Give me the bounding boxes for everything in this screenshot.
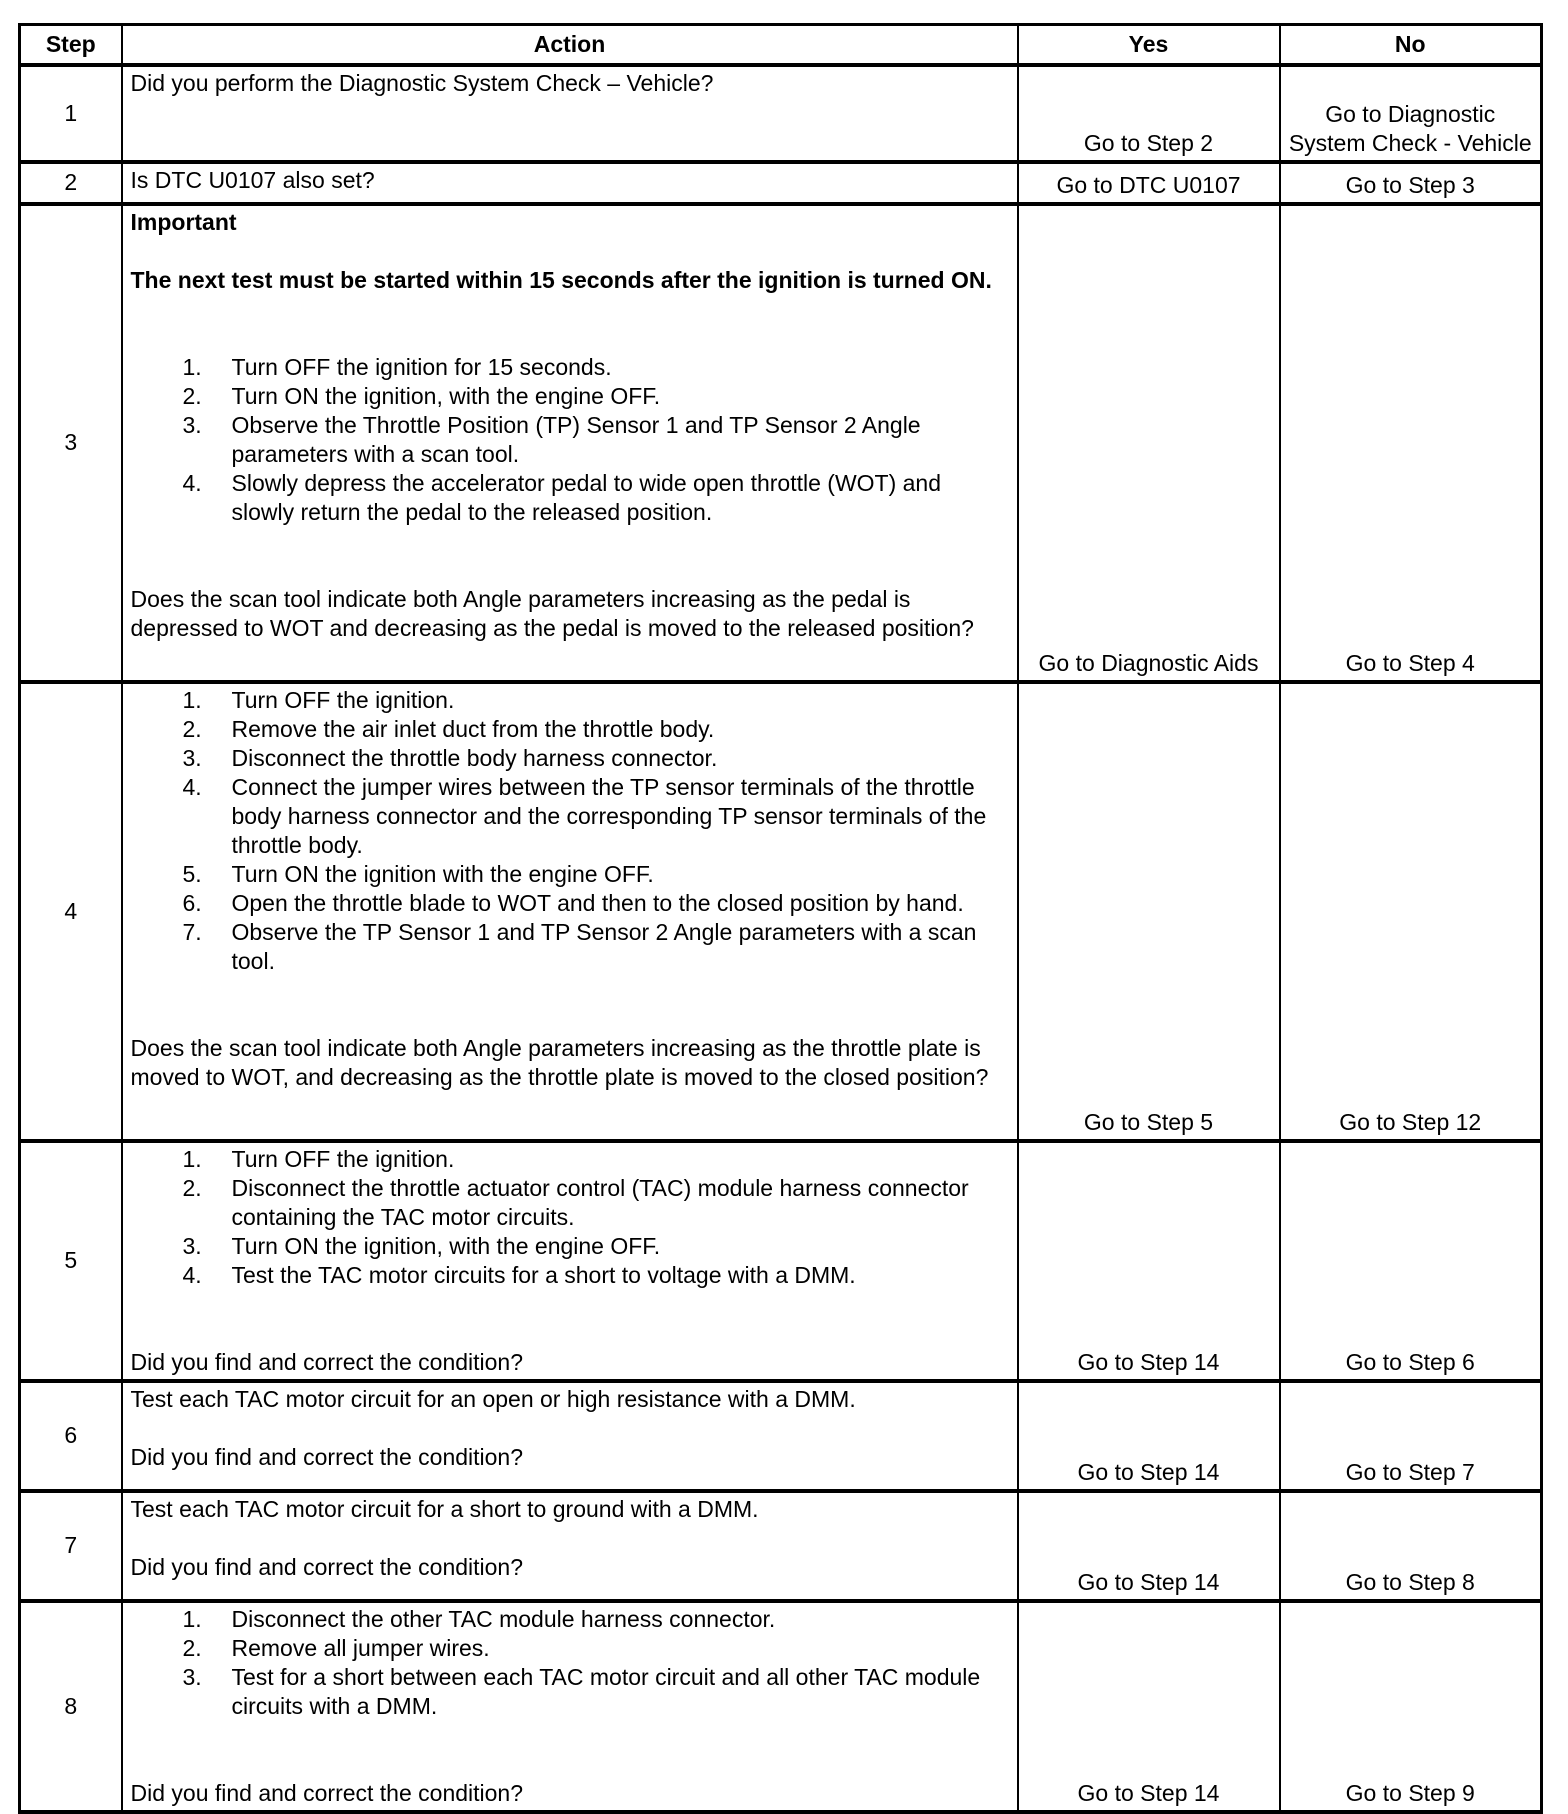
action-question: Did you find and correct the condition? — [130, 1779, 524, 1806]
header-action: Action — [122, 25, 1018, 65]
yes-result: Go to Diagnostic Aids — [1018, 204, 1280, 682]
header-yes: Yes — [1018, 25, 1280, 65]
action-text: Test each TAC motor circuit for an open or high resistance with a DMM. — [130, 1385, 856, 1412]
procedure-item: 5. Turn ON the ignition with the engine OFF. — [182, 860, 654, 887]
procedure-list — [131, 686, 1009, 976]
step-number: 7 — [20, 1491, 122, 1601]
no-result: Go to Step 8 — [1280, 1491, 1542, 1601]
procedure-item: 3. Disconnect the throttle body harness connector. — [182, 744, 718, 771]
header-row — [20, 25, 1542, 65]
step-row-7 — [20, 1491, 1542, 1601]
yes-result: Go to DTC U0107 — [1018, 162, 1280, 204]
procedure-item: 2. Turn ON the ignition, with the engine OFF. — [182, 382, 661, 409]
diagnostic-table — [18, 23, 1543, 1814]
step-number: 4 — [20, 682, 122, 1141]
step-number: 1 — [20, 65, 122, 162]
procedure-item: 1. Turn OFF the ignition. — [182, 686, 455, 713]
action-question: Did you find and correct the condition? — [130, 1443, 524, 1470]
procedure-item: 4. Test the TAC motor circuits for a short to voltage with a DMM. — [182, 1261, 856, 1288]
procedure-item: 4. Slowly depress the accelerator pedal to wide open throttle (WOT) and slowly return the pedal to the released position. — [182, 469, 942, 525]
yes-result: Go to Step 14 — [1018, 1601, 1280, 1812]
step-number: 3 — [20, 204, 122, 682]
step-row-2 — [20, 162, 1542, 204]
header-no: No — [1280, 25, 1542, 65]
action-cell — [122, 1491, 1018, 1601]
procedure-item: 3. Observe the Throttle Position (TP) Sensor 1 and TP Sensor 2 Angle parameters with a scan tool. — [182, 411, 921, 467]
action-question: Did you find and correct the condition? — [130, 1553, 524, 1580]
procedure-item: 7. Observe the TP Sensor 1 and TP Sensor 2 Angle parameters with a scan tool. — [182, 918, 977, 974]
procedure-item: 3. Turn ON the ignition, with the engine OFF. — [182, 1232, 661, 1259]
action-cell — [122, 162, 1018, 204]
step-row-6 — [20, 1381, 1542, 1491]
no-result: Go to Step 4 — [1280, 204, 1542, 682]
action-cell — [122, 1601, 1018, 1812]
action-cell — [122, 1141, 1018, 1381]
procedure-item: 4. Connect the jumper wires between the TP sensor terminals of the throttle body harness connector and the corresponding TP sensor terminals of the throttle body. — [182, 773, 987, 858]
procedure-list — [131, 1145, 1009, 1290]
procedure-item: 2. Remove all jumper wires. — [182, 1634, 490, 1661]
step-row-8 — [20, 1601, 1542, 1812]
no-result: Go to Diagnostic System Check - Vehicle — [1280, 65, 1542, 162]
step-row-1 — [20, 65, 1542, 162]
action-cell — [122, 65, 1018, 162]
step-row-5 — [20, 1141, 1542, 1381]
yes-result: Go to Step 14 — [1018, 1491, 1280, 1601]
step-row-4 — [20, 682, 1542, 1141]
procedure-item: 3. Test for a short between each TAC motor circuit and all other TAC module circuits with a DMM. — [182, 1663, 981, 1719]
procedure-item: 1. Disconnect the other TAC module harness connector. — [182, 1605, 776, 1632]
action-text: Test each TAC motor circuit for a short to ground with a DMM. — [130, 1495, 759, 1522]
procedure-item: 1. Turn OFF the ignition for 15 seconds. — [182, 353, 612, 380]
action-cell — [122, 1381, 1018, 1491]
important-note: The next test must be started within 15 seconds after the ignition is turned ON. — [130, 266, 992, 293]
procedure-item: 6. Open the throttle blade to WOT and then to the closed position by hand. — [182, 889, 964, 916]
yes-result: Go to Step 14 — [1018, 1381, 1280, 1491]
no-result: Go to Step 3 — [1280, 162, 1542, 204]
action-question: Does the scan tool indicate both Angle parameters increasing as the pedal is depressed to WOT and decreasing as the pedal is moved to the released position? — [130, 585, 974, 641]
procedure-item: 2. Remove the air inlet duct from the throttle body. — [182, 715, 715, 742]
header-step: Step — [20, 25, 122, 65]
important-label: Important — [130, 208, 237, 235]
action-cell — [122, 682, 1018, 1141]
step-number: 2 — [20, 162, 122, 204]
step-number: 8 — [20, 1601, 122, 1812]
procedure-list — [131, 1605, 1009, 1721]
action-question: Did you find and correct the condition? — [130, 1348, 524, 1375]
no-result: Go to Step 7 — [1280, 1381, 1542, 1491]
action-question: Does the scan tool indicate both Angle parameters increasing as the throttle plate is moved to WOT, and decreasing as the throttle plate is moved to the closed position? — [130, 1034, 989, 1090]
action-question: Is DTC U0107 also set? — [130, 166, 375, 193]
step-number: 6 — [20, 1381, 122, 1491]
procedure-item: 2. Disconnect the throttle actuator control (TAC) module harness connector containing the TAC motor circuits. — [182, 1174, 969, 1230]
step-number: 5 — [20, 1141, 122, 1381]
procedure-list — [131, 353, 1009, 527]
yes-result: Go to Step 14 — [1018, 1141, 1280, 1381]
no-result: Go to Step 12 — [1280, 682, 1542, 1141]
no-result: Go to Step 6 — [1280, 1141, 1542, 1381]
action-question: Did you perform the Diagnostic System Check – Vehicle? — [130, 69, 714, 96]
procedure-item: 1. Turn OFF the ignition. — [182, 1145, 455, 1172]
no-result: Go to Step 9 — [1280, 1601, 1542, 1812]
action-cell — [122, 204, 1018, 682]
step-row-3 — [20, 204, 1542, 682]
yes-result: Go to Step 2 — [1018, 65, 1280, 162]
yes-result: Go to Step 5 — [1018, 682, 1280, 1141]
